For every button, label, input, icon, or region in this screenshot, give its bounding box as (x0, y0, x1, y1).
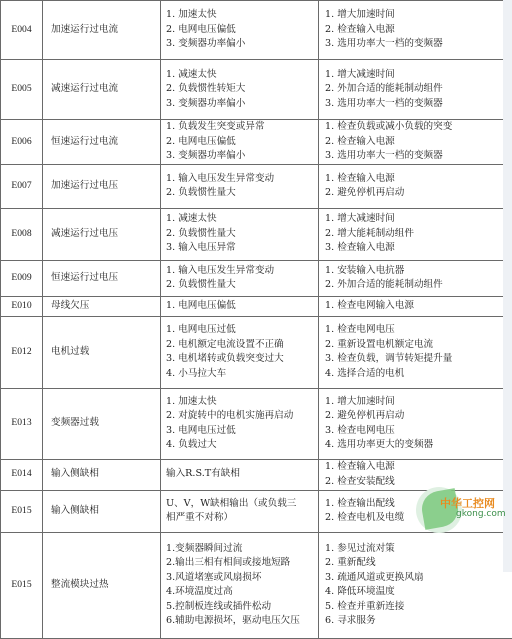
cause-line: 输入R.S.T有缺相 (166, 467, 318, 482)
cause-line: 1. 加速太快 (166, 395, 318, 410)
action-line: 1. 增大加速时间 (325, 8, 512, 23)
action-line: 3. 选用功率大一档的变频器 (325, 37, 512, 52)
fault-name: 整流模块过热 (43, 532, 161, 638)
action-line: 2. 避免停机再启动 (325, 186, 512, 201)
action-line: 4. 降低环境温度 (325, 585, 512, 600)
table-row (1, 1, 512, 60)
table-row (1, 120, 512, 165)
cause-line: 1. 加速太快 (166, 8, 318, 23)
fault-name: 变频器过载 (43, 388, 161, 459)
action-line: 2. 增大能耗制动组件 (325, 227, 512, 242)
cause-line: 4. 负载过大 (166, 438, 318, 453)
cause-line: 2. 负载惯性量大 (166, 227, 318, 242)
fault-causes (161, 490, 319, 532)
watermark-logo-text: 中华工控网 (440, 495, 495, 511)
cause-line: 3. 变频器功率偏小 (166, 37, 318, 52)
fault-actions (319, 532, 512, 638)
action-line: 2. 检查安装配线 (325, 475, 512, 490)
action-line: 3. 检查输入电源 (325, 241, 512, 256)
cause-line: 相严重不对称） (166, 511, 318, 526)
fault-name: 减速运行过电压 (43, 208, 161, 260)
fault-code: E014 (1, 459, 43, 490)
table-row (1, 532, 512, 638)
action-line: 4. 选用功率更大的变频器 (325, 438, 512, 453)
cause-line: 1. 输入电压发生异常变动 (166, 172, 318, 187)
cause-line: 2. 电网电压偏低 (166, 23, 318, 38)
action-line: 2. 避免停机再启动 (325, 409, 512, 424)
action-line: 3. 检查电网电压 (325, 424, 512, 439)
cause-line: 2.输出三相有相间或接地短路 (166, 556, 318, 571)
cause-line: 2. 电机额定电流设置不正确 (166, 338, 318, 353)
fault-code: E004 (1, 1, 43, 60)
cause-line: 3. 变频器功率偏小 (166, 97, 318, 112)
action-line: 2. 检查输入电源 (325, 135, 512, 150)
fault-causes (161, 120, 319, 165)
fault-actions (319, 296, 512, 316)
action-line: 2. 检查输入电源 (325, 23, 512, 38)
fault-causes (161, 260, 319, 296)
fault-causes (161, 1, 319, 60)
action-line: 3. 检查负载，调节转矩提升量 (325, 352, 512, 367)
fault-actions (319, 60, 512, 120)
action-line: 2. 重新设置电机额定电流 (325, 338, 512, 353)
action-line: 1. 检查输出配线 (325, 497, 512, 512)
fault-causes (161, 208, 319, 260)
cause-line: 2. 对旋转中的电机实施再启动 (166, 409, 318, 424)
fault-code: E012 (1, 316, 43, 388)
cause-line: 6.辅助电源损坏，驱动电压欠压 (166, 614, 318, 629)
cause-line: 3. 电网电压过低 (166, 424, 318, 439)
fault-code: E015 (1, 532, 43, 638)
fault-code: E005 (1, 60, 43, 120)
cause-line: 4.环境温度过高 (166, 585, 318, 600)
fault-actions (319, 208, 512, 260)
cause-line: 3.风道堵塞或风扇损坏 (166, 571, 318, 586)
action-line: 2. 外加合适的能耗制动组件 (325, 82, 512, 97)
action-line: 1. 增大减速时间 (325, 68, 512, 83)
action-line: 1. 检查电网电压 (325, 323, 512, 338)
cause-line: 3. 变频器功率偏小 (166, 149, 318, 164)
action-line: 1. 检查电网输入电源 (325, 299, 512, 314)
cause-line: 2. 负载惯性量大 (166, 278, 318, 293)
fault-code: E013 (1, 388, 43, 459)
action-line: 3. 疏通风道或更换风扇 (325, 571, 512, 586)
fault-causes (161, 316, 319, 388)
cause-line: 1.变频器瞬间过流 (166, 542, 318, 557)
fault-name: 恒速运行过电压 (43, 260, 161, 296)
fault-actions (319, 459, 512, 490)
fault-causes (161, 532, 319, 638)
action-line: 1. 增大减速时间 (325, 212, 512, 227)
action-line: 1. 检查输入电源 (325, 460, 512, 475)
fault-causes (161, 296, 319, 316)
cause-line: 2. 负载惯性量大 (166, 186, 318, 201)
fault-name: 母线欠压 (43, 296, 161, 316)
cause-line: 1. 负载发生突变或异常 (166, 120, 318, 135)
fault-code: E009 (1, 260, 43, 296)
fault-code: E010 (1, 296, 43, 316)
action-line: 6. 寻求服务 (325, 614, 512, 629)
table-row (1, 164, 512, 208)
action-line: 4. 选择合适的电机 (325, 367, 512, 382)
cause-line: 1. 输入电压发生异常变动 (166, 264, 318, 279)
table-row (1, 260, 512, 296)
table-row (1, 388, 512, 459)
fault-causes (161, 164, 319, 208)
fault-name: 减速运行过电流 (43, 60, 161, 120)
fault-actions (319, 316, 512, 388)
cause-line: U、V，W缺相输出（或负载三 (166, 497, 318, 512)
fault-actions (319, 388, 512, 459)
cause-line: 2. 电网电压偏低 (166, 135, 318, 150)
cause-line: 4. 小马拉大车 (166, 367, 318, 382)
action-line: 2. 外加合适的能耗制动组件 (325, 278, 512, 293)
fault-actions (319, 1, 512, 60)
fault-name: 恒速运行过电流 (43, 120, 161, 165)
action-line: 3. 选用功率大一档的变频器 (325, 149, 512, 164)
fault-causes (161, 459, 319, 490)
action-line: 1. 增大加速时间 (325, 395, 512, 410)
fault-actions (319, 260, 512, 296)
fault-actions (319, 120, 512, 165)
action-line: 5. 检查并重新连接 (325, 600, 512, 615)
action-line: 2. 重新配线 (325, 556, 512, 571)
fault-code: E006 (1, 120, 43, 165)
watermark-logo (416, 487, 506, 545)
fault-code: E007 (1, 164, 43, 208)
fault-name: 输入侧缺相 (43, 490, 161, 532)
fault-causes (161, 388, 319, 459)
watermark-url: gkong.com (456, 509, 506, 519)
cause-line: 1. 减速太快 (166, 212, 318, 227)
cause-line: 1. 电网电压过低 (166, 323, 318, 338)
cause-line: 1. 减速太快 (166, 68, 318, 83)
fault-code: E015 (1, 490, 43, 532)
action-line: 1. 参见过流对策 (325, 542, 512, 557)
fault-name: 加速运行过电压 (43, 164, 161, 208)
table-row (1, 316, 512, 388)
table-row (1, 296, 512, 316)
action-line: 1. 检查输入电源 (325, 172, 512, 187)
action-line: 1. 安装输入电抗器 (325, 264, 512, 279)
table-row (1, 459, 512, 490)
cause-line: 5.控制板连线或插件松动 (166, 600, 318, 615)
cause-line: 3. 电机堵转或负载突变过大 (166, 352, 318, 367)
action-line: 1. 检查负载或减小负载的突变 (325, 120, 512, 135)
fault-code: E008 (1, 208, 43, 260)
table-row (1, 208, 512, 260)
cause-line: 1. 电网电压偏低 (166, 299, 318, 314)
action-line: 2. 检查电机及电缆 (325, 511, 512, 526)
cause-line: 2. 负载惯性转矩大 (166, 82, 318, 97)
action-line: 3. 选用功率大一档的变频器 (325, 97, 512, 112)
table-row (1, 60, 512, 120)
fault-causes (161, 60, 319, 120)
fault-name: 电机过载 (43, 316, 161, 388)
fault-name: 加速运行过电流 (43, 1, 161, 60)
fault-name: 输入侧缺相 (43, 459, 161, 490)
fault-actions (319, 164, 512, 208)
cause-line: 3. 输入电压异常 (166, 241, 318, 256)
